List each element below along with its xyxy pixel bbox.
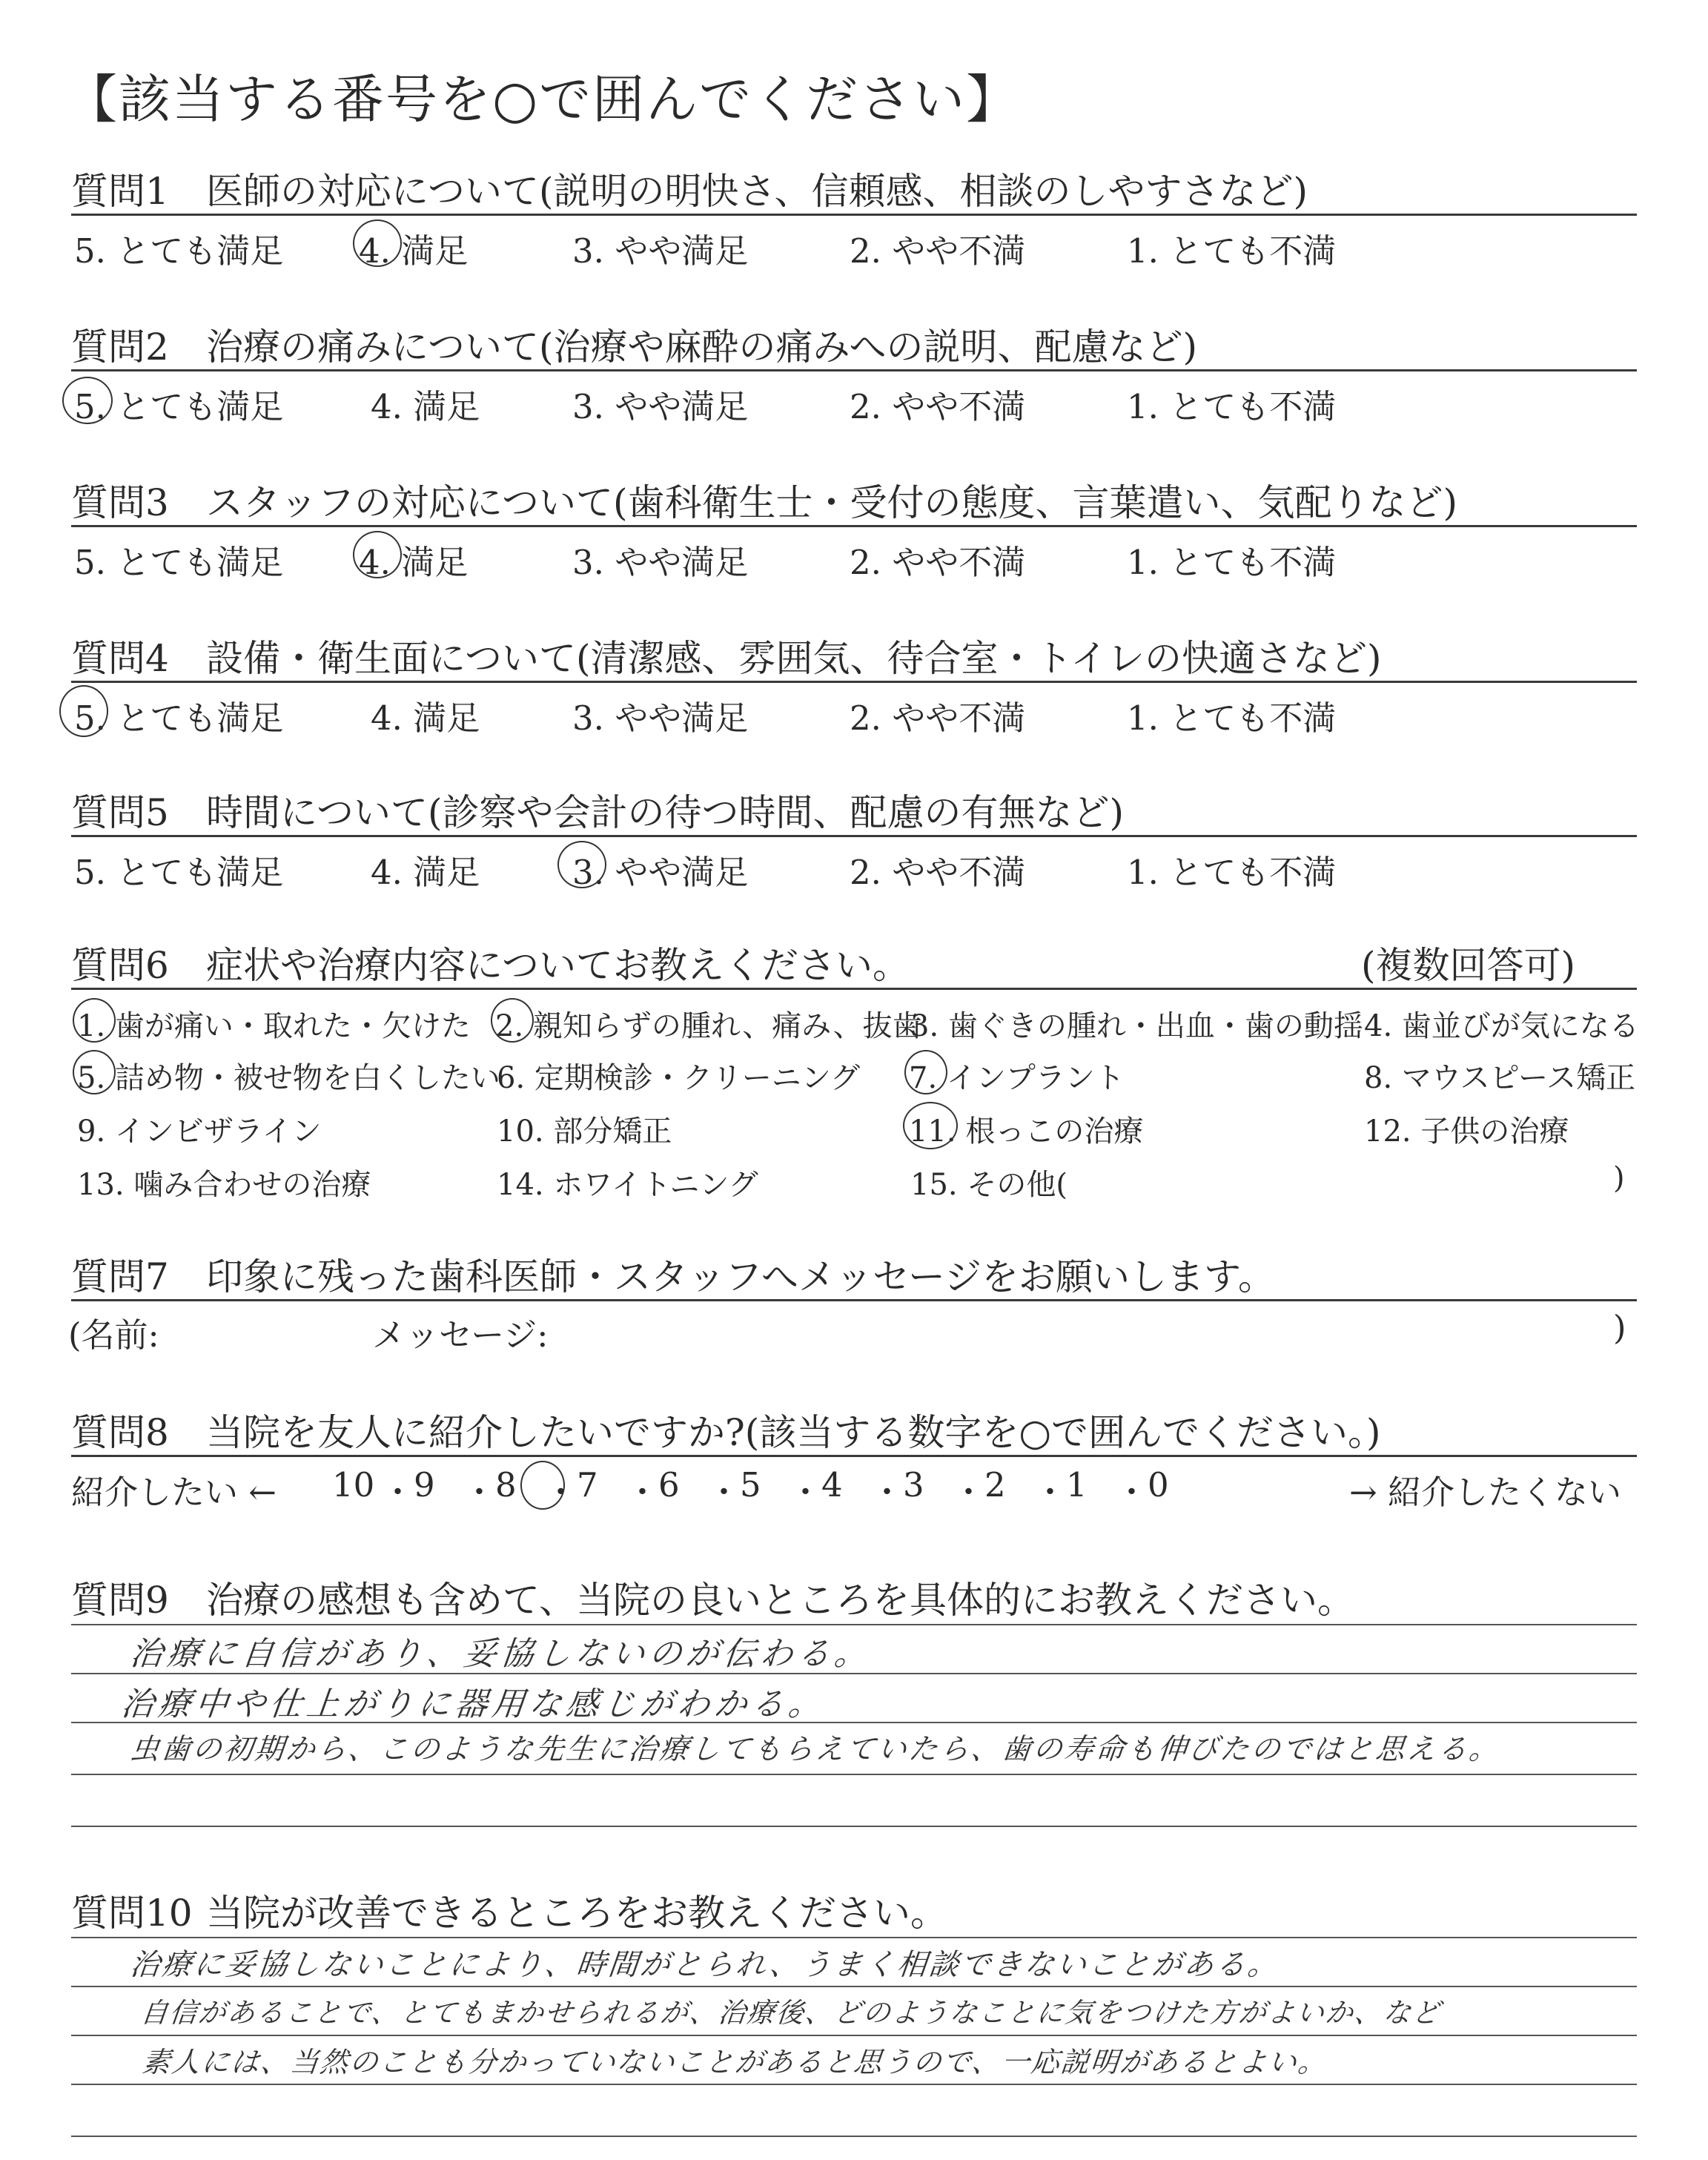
q8-scale-6[interactable]: 6	[658, 1465, 680, 1505]
question-2-rule	[71, 369, 1637, 371]
question-4-label: 質問4	[71, 637, 169, 680]
q8-scale-separator: ・	[544, 1473, 578, 1512]
q10-line-3	[71, 2035, 1637, 2036]
q6-item-6[interactable]: 6. 定期検診・クリーニング	[497, 1061, 861, 1095]
question-2-text: 治療の痛みについて(治療や麻酔の痛みへの説明、配慮など)	[206, 326, 1198, 369]
q5-option-1[interactable]: 1. とても不満	[1127, 853, 1337, 892]
q3-option-4[interactable]: 4. 満足	[359, 543, 469, 582]
q4-option-3[interactable]: 3. やや満足	[572, 698, 749, 738]
q6-selected-circle-1	[73, 998, 116, 1043]
question-3-text: スタッフの対応について(歯科衛生士・受付の態度、言葉遣い、気配りなど)	[206, 481, 1458, 524]
q9-line-5	[71, 1826, 1637, 1827]
q10-line-5	[71, 2136, 1637, 2137]
q1-option-1[interactable]: 1. とても不満	[1127, 231, 1337, 271]
q1-selected-circle	[353, 219, 402, 267]
q9-answer-3: 虫歯の初期から、このような先生に治療してもらえていたら、歯の寿命も伸びたのではと思える。	[128, 1733, 1503, 1766]
q10-answer-3: 素人には、当然のことも分かっていないことがあると思うので、一応説明があるとよい。	[140, 2046, 1330, 2078]
q2-option-3[interactable]: 3. やや満足	[572, 387, 749, 426]
question-9-label: 質問9	[71, 1579, 169, 1622]
q8-scale-3[interactable]: 3	[903, 1465, 924, 1505]
q6-item-13[interactable]: 13. 噛み合わせの治療	[77, 1168, 371, 1202]
question-7-label: 質問7	[71, 1255, 169, 1298]
question-1-rule	[71, 214, 1637, 216]
q3-option-5[interactable]: 5. とても満足	[74, 543, 284, 582]
question-6-label: 質問6	[71, 944, 169, 987]
q8-right-label: → 紹介したくない	[1349, 1473, 1622, 1512]
q9-answer-2: 治療中や仕上がりに器用な感じがわかる。	[119, 1685, 828, 1723]
q3-selected-circle	[353, 531, 402, 578]
q4-option-2[interactable]: 2. やや不満	[850, 698, 1026, 738]
q4-option-5[interactable]: 5. とても満足	[74, 698, 284, 738]
q10-answer-2: 自信があることで、とてもまかせられるが、治療後、どのようなことに気をつけた方がよいか、など	[139, 1997, 1443, 2029]
question-10-label: 質問10	[71, 1892, 193, 1935]
question-2-label: 質問2	[71, 326, 169, 369]
q1-option-4[interactable]: 4. 満足	[359, 231, 469, 271]
q1-option-3[interactable]: 3. やや満足	[572, 231, 749, 271]
question-3-label: 質問3	[71, 481, 169, 524]
q6-item-1[interactable]: 1. 歯が痛い・取れた・欠けた	[77, 1009, 471, 1043]
q9-line-1	[71, 1624, 1637, 1625]
q6-selected-circle-11	[903, 1102, 958, 1149]
q1-option-5[interactable]: 5. とても満足	[74, 231, 284, 271]
q2-option-5[interactable]: 5. とても満足	[74, 387, 284, 426]
q5-option-5[interactable]: 5. とても満足	[74, 853, 284, 892]
q6-item-11[interactable]: 11. 根っこの治療	[909, 1114, 1144, 1149]
q8-scale-7[interactable]: 7	[577, 1465, 598, 1505]
question-5-rule	[71, 835, 1637, 837]
question-6-rule	[71, 988, 1637, 990]
q6-selected-circle-7	[904, 1050, 947, 1094]
q5-selected-circle	[557, 841, 606, 888]
question-1-text: 医師の対応について(説明の明快さ、信頼感、相談のしやすさなど)	[206, 170, 1308, 213]
q6-item-15[interactable]: 15. その他(	[910, 1168, 1068, 1202]
q6-item-7[interactable]: 7. インプラント	[909, 1061, 1125, 1095]
q8-selected-circle	[520, 1461, 565, 1510]
q4-option-4[interactable]: 4. 満足	[371, 698, 480, 738]
question-8-label: 質問8	[71, 1411, 169, 1454]
q10-line-4	[71, 2084, 1637, 2085]
q8-scale-separator: ・	[789, 1473, 823, 1512]
q6-item-4[interactable]: 4. 歯並びが気になる	[1364, 1009, 1639, 1043]
question-1-label: 質問1	[71, 170, 169, 213]
q8-scale-separator: ・	[870, 1473, 904, 1512]
q6-item-2[interactable]: 2. 親知らずの腫れ、痛み、抜歯	[495, 1009, 922, 1043]
q8-scale-separator: ・	[463, 1473, 497, 1512]
q8-scale-separator: ・	[952, 1473, 986, 1512]
q8-scale-2[interactable]: 2	[984, 1465, 1006, 1505]
q10-line-1	[71, 1937, 1637, 1938]
q8-scale-separator: ・	[381, 1473, 415, 1512]
question-4-rule	[71, 681, 1637, 683]
q8-scale-5[interactable]: 5	[740, 1465, 761, 1505]
question-6-note: (複数回答可)	[1361, 944, 1576, 987]
q5-option-2[interactable]: 2. やや不満	[850, 853, 1026, 892]
q2-option-4[interactable]: 4. 満足	[371, 387, 480, 426]
q6-item-9[interactable]: 9. インビザライン	[77, 1114, 322, 1149]
q8-scale-9[interactable]: 9	[414, 1465, 435, 1505]
q6-item-10[interactable]: 10. 部分矯正	[497, 1114, 672, 1149]
q2-option-2[interactable]: 2. やや不満	[850, 387, 1026, 426]
q9-answer-1: 治療に自信があり、妥協しないのが伝わる。	[128, 1635, 874, 1673]
q5-option-4[interactable]: 4. 満足	[371, 853, 480, 892]
q6-item-5[interactable]: 5. 詰め物・被せ物を白くしたい	[77, 1061, 500, 1095]
q6-item-12[interactable]: 12. 子供の治療	[1364, 1114, 1569, 1149]
question-7-rule	[71, 1299, 1637, 1301]
question-6-text: 症状や治療内容についてお教えください。	[206, 944, 910, 987]
q2-selected-circle	[62, 377, 113, 424]
q7-name-label: (名前:	[68, 1315, 159, 1355]
q8-scale-10[interactable]: 10	[332, 1465, 375, 1505]
instruction-heading: 【該当する番号を○で囲んでください】	[65, 69, 1020, 130]
question-8-text: 当院を友人に紹介したいですか?(該当する数字を○で囲んでください。)	[206, 1411, 1381, 1454]
q6-selected-circle-2	[491, 998, 534, 1043]
question-9-text: 治療の感想も含めて、当院の良いところを具体的にお教えください。	[206, 1579, 1354, 1622]
q7-name-field[interactable]	[193, 1312, 363, 1347]
q6-other-close-paren: )	[1613, 1161, 1625, 1195]
q8-scale-separator: ・	[626, 1473, 660, 1512]
q8-scale-separator: ・	[1033, 1473, 1068, 1512]
q8-scale-8[interactable]: 8	[495, 1465, 517, 1505]
q9-line-4	[71, 1774, 1637, 1775]
q8-scale-4[interactable]: 4	[821, 1465, 843, 1505]
q10-line-2	[71, 1986, 1637, 1987]
q4-option-1[interactable]: 1. とても不満	[1127, 698, 1337, 738]
q8-left-label: 紹介したい ←	[71, 1473, 277, 1512]
q3-option-2[interactable]: 2. やや不満	[850, 543, 1026, 582]
question-7-text: 印象に残った歯科医師・スタッフへメッセージをお願いします。	[206, 1255, 1275, 1298]
question-4-text: 設備・衛生面について(清潔感、雰囲気、待合室・トイレの快適さなど)	[206, 637, 1382, 680]
q3-option-3[interactable]: 3. やや満足	[572, 543, 749, 582]
q2-option-1[interactable]: 1. とても不満	[1127, 387, 1337, 426]
question-5-label: 質問5	[71, 791, 169, 834]
q6-selected-circle-5	[73, 1050, 116, 1094]
question-3-rule	[71, 525, 1637, 527]
q8-scale-separator: ・	[707, 1473, 741, 1512]
q8-scale-0[interactable]: 0	[1148, 1465, 1169, 1505]
q7-close-paren: )	[1613, 1308, 1626, 1347]
q7-message-label: メッセージ:	[372, 1315, 549, 1355]
question-10-text: 当院が改善できるところをお教えください。	[206, 1892, 947, 1935]
q6-item-3[interactable]: 3. 歯ぐきの腫れ・出血・歯の動揺	[910, 1009, 1363, 1043]
q10-answer-1: 治療に妥協しないことにより、時間がとられ、うまく相談できないことがある。	[128, 1948, 1282, 1982]
q7-message-field[interactable]	[563, 1312, 1601, 1347]
q8-scale-1[interactable]: 1	[1066, 1465, 1088, 1505]
question-8-rule	[71, 1455, 1637, 1457]
q4-selected-circle	[59, 685, 108, 737]
q6-item-14[interactable]: 14. ホワイトニング	[497, 1168, 758, 1202]
q5-option-3[interactable]: 3. やや満足	[572, 853, 749, 892]
question-5-text: 時間について(診察や会計の待つ時間、配慮の有無など)	[206, 791, 1125, 834]
q3-option-1[interactable]: 1. とても不満	[1127, 543, 1337, 582]
q1-option-2[interactable]: 2. やや不満	[850, 231, 1026, 271]
q8-scale-separator: ・	[1115, 1473, 1149, 1512]
q6-item-8[interactable]: 8. マウスピース矯正	[1364, 1061, 1636, 1095]
